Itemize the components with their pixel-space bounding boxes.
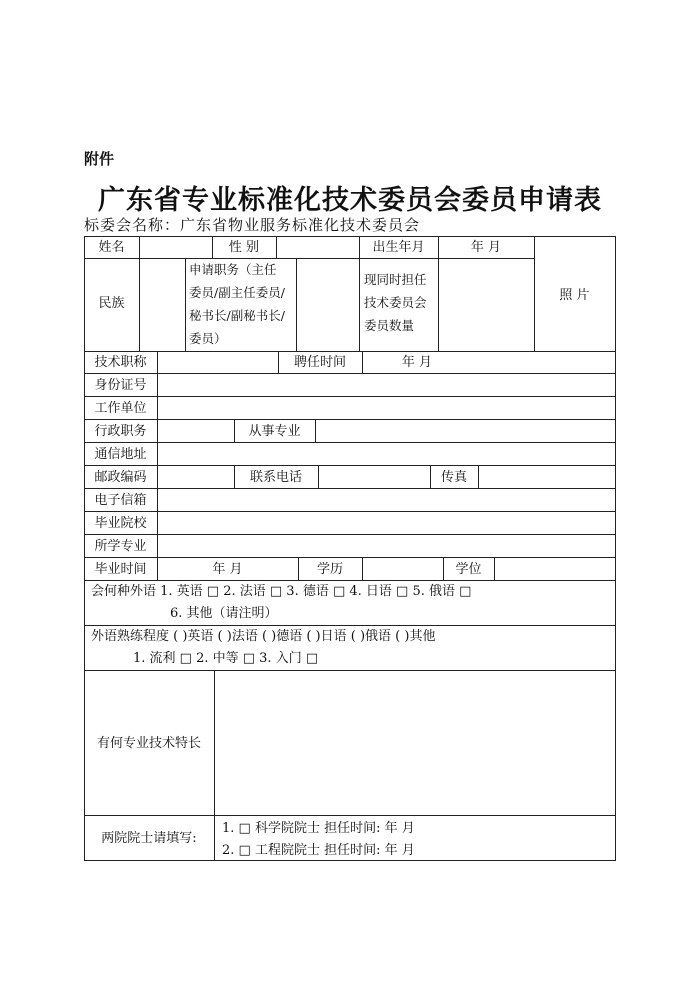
birth-date-label: 出生年月 bbox=[372, 240, 425, 255]
email-label: 电子信箱 bbox=[94, 493, 147, 508]
birth-year-month: 年 月 bbox=[470, 240, 502, 255]
address-label: 通信地址 bbox=[94, 447, 147, 462]
graduation-time-label: 毕业时间 bbox=[94, 562, 147, 577]
admin-position-label: 行政职务 bbox=[94, 424, 147, 439]
applied-position-label: 申请职务（主任 委员/副主任委员/ 秘书长/副秘书长/ 委员） bbox=[189, 262, 285, 346]
major-label: 所学专业 bbox=[94, 539, 147, 554]
academy-of-sciences-row: 1. □ 科学院院士 担任时间: 年 月 bbox=[222, 821, 415, 836]
gender-label: 性 别 bbox=[228, 240, 260, 255]
school-label: 毕业院校 bbox=[94, 516, 147, 531]
academician-label: 两院院士请填写: bbox=[101, 831, 197, 846]
specialty-label: 从事专业 bbox=[248, 424, 301, 439]
hire-year-month: 年 月 bbox=[401, 355, 433, 370]
fax-label: 传真 bbox=[440, 470, 467, 485]
ethnicity-label: 民族 bbox=[98, 296, 125, 311]
employer-label: 工作单位 bbox=[94, 401, 147, 416]
technical-title-label: 技术职称 bbox=[94, 355, 147, 370]
attachment-label: 附件 bbox=[84, 150, 115, 168]
foreign-languages-options: 会何种外语 1. 英语 □ 2. 法语 □ 3. 德语 □ 4. 日语 □ 5. 俄语 □ bbox=[91, 584, 472, 599]
name-label: 姓名 bbox=[98, 240, 125, 255]
id-number-label: 身份证号 bbox=[94, 378, 147, 393]
form-title: 广东省专业标准化技术委员会委员申请表 bbox=[98, 185, 602, 216]
graduation-year-month: 年 月 bbox=[212, 562, 243, 577]
proficiency-levels: 1. 流利 □ 2. 中等 □ 3. 入门 □ bbox=[133, 651, 319, 666]
committee-name: 标委会名称：广东省物业服务标准化技术委员会 bbox=[84, 216, 421, 234]
academy-of-engineering-row: 2. □ 工程院院士 担任时间: 年 月 bbox=[222, 843, 415, 858]
postcode-label: 邮政编码 bbox=[94, 470, 147, 485]
concurrent-committees-label: 现同时担任 技术委员会 委员数量 bbox=[364, 272, 427, 333]
photo-placeholder: 照 片 bbox=[559, 288, 590, 303]
hire-time-label: 聘任时间 bbox=[293, 355, 346, 370]
phone-label: 联系电话 bbox=[249, 470, 302, 485]
expertise-label: 有何专业技术特长 bbox=[96, 736, 201, 751]
degree-label: 学位 bbox=[455, 562, 482, 577]
language-proficiency-options: 外语熟练程度 ( )英语 ( )法语 ( )德语 ( )日语 ( )俄语 ( )其他 bbox=[91, 629, 436, 644]
other-language-option: 6. 其他（请注明） bbox=[170, 606, 278, 621]
education-label: 学历 bbox=[316, 562, 343, 577]
